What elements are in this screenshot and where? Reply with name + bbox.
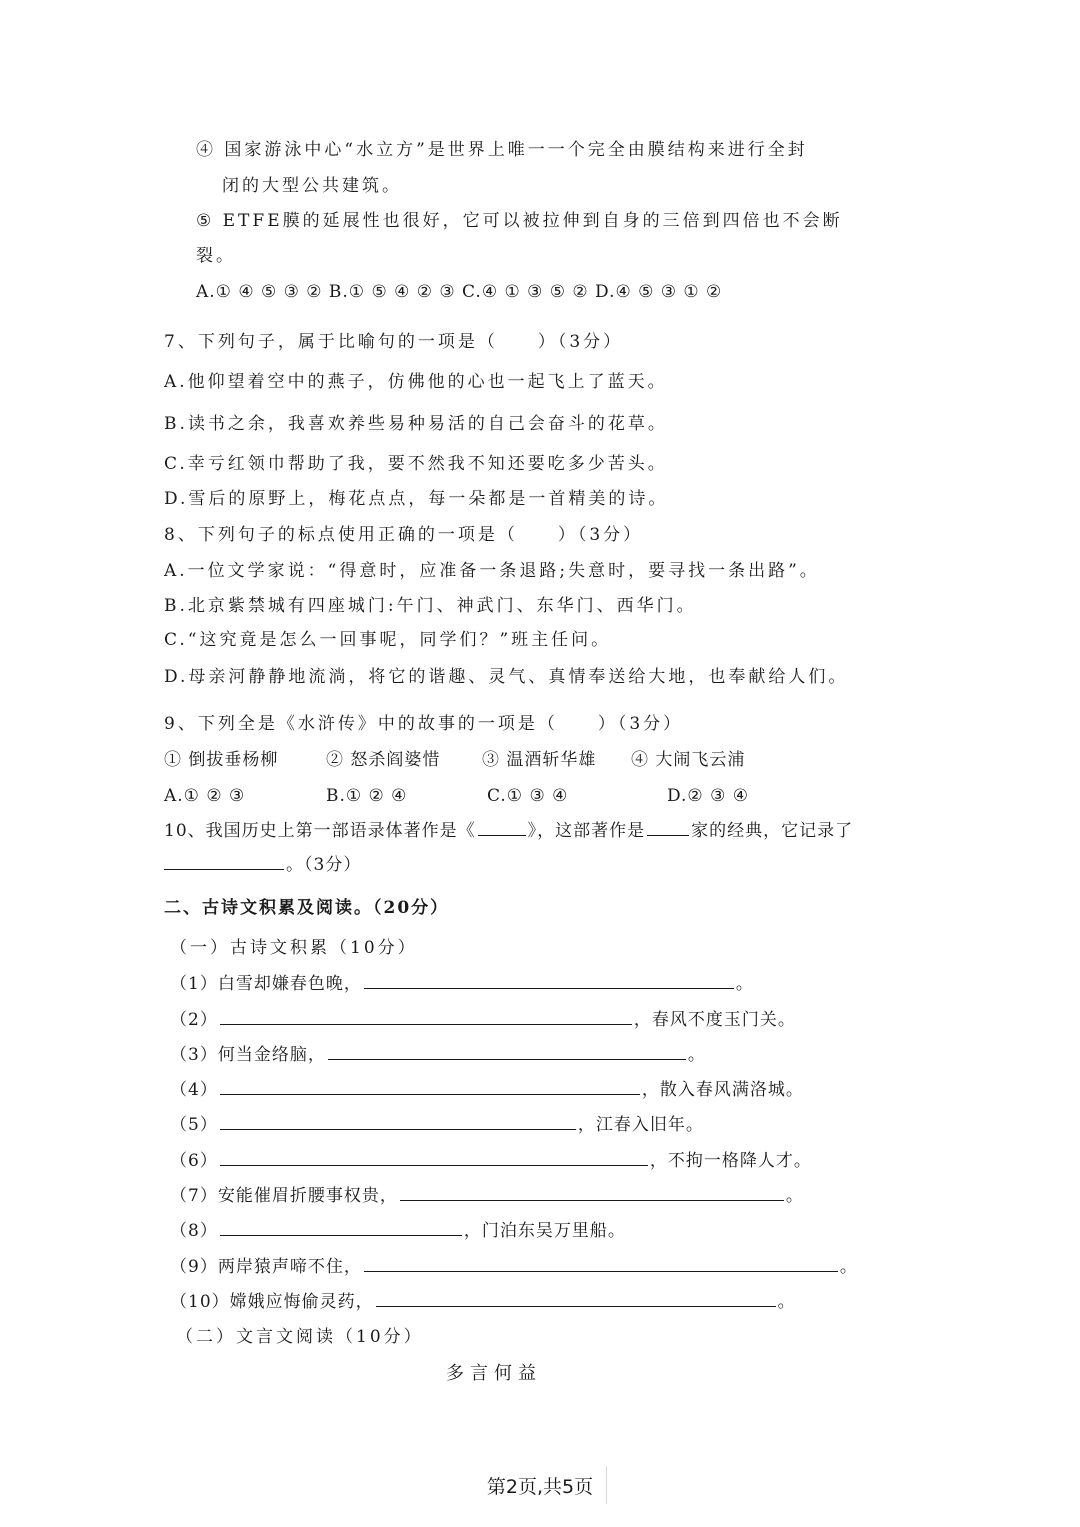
q9-item-1: ① 倒拔垂杨柳 — [164, 750, 279, 770]
q7-option-a: A.他仰望着空中的燕子，仿佛他的心也一起飞上了蓝天。 — [164, 372, 668, 392]
q8-option-c: C.“这究竟是怎么一回事呢，同学们？”班主任问。 — [164, 630, 612, 650]
q7-option-c: C.幸亏红领巾帮助了我，要不然我不知还要吃多少苦头。 — [164, 454, 668, 474]
poem-fill-3 — [170, 1043, 706, 1067]
q7-option-b: B.读书之余，我喜欢养些易种易活的自己会奋斗的花草。 — [164, 414, 668, 434]
poem-7-end: 。 — [785, 1186, 804, 1206]
q6-item5-line2: 裂。 — [196, 246, 236, 266]
poem-8-end: ，门泊东吴万里船。 — [463, 1221, 626, 1241]
poem-10-blank[interactable] — [376, 1290, 776, 1307]
poem-2-blank[interactable] — [220, 1008, 632, 1025]
q7-option-d: D.雪后的原野上，梅花点点，每一朵都是一首精美的诗。 — [164, 489, 669, 509]
section2-sub1: （一）古诗文积累（10分） — [170, 938, 418, 958]
poem-3-blank[interactable] — [328, 1043, 686, 1060]
q8-stem: 8、下列句子的标点使用正确的一项是（ ）（3分） — [164, 525, 644, 545]
q9-item-3: ③ 温酒斩华雄 — [482, 750, 597, 770]
poem-9-prompt: （9）两岸猿声啼不住， — [170, 1257, 362, 1277]
q10-blank-content[interactable] — [164, 853, 284, 870]
poem-4-end: ，散入春风满洛城。 — [641, 1080, 804, 1100]
poem-7-prompt: （7）安能催眉折腰事权贵， — [170, 1186, 398, 1206]
q8-option-b: B.北京紫禁城有四座城门:午门、神武门、东华门、西华门。 — [164, 596, 697, 616]
q6-item5-line1: ⑤ ETFE膜的延展性也很好，它可以被拉伸到自身的三倍到四倍也不会断 — [196, 211, 843, 231]
q6-item4-line1: ④ 国家游泳中心“水立方”是世界上唯一一个完全由膜结构来进行全封 — [196, 140, 808, 160]
poem-6-blank[interactable] — [220, 1149, 648, 1166]
poem-fill-9 — [170, 1255, 858, 1279]
q9-item-2: ② 怒杀阎婆惜 — [326, 750, 441, 770]
poem-5-end: ，江春入旧年。 — [577, 1115, 704, 1135]
poem-5-prompt: （5） — [170, 1115, 218, 1135]
q9-option-a: A.① ② ③ — [164, 786, 246, 806]
poem-4-prompt: （4） — [170, 1080, 218, 1100]
poem-7-blank[interactable] — [400, 1184, 784, 1201]
poem-fill-5 — [170, 1113, 704, 1137]
poem-9-end: 。 — [839, 1257, 858, 1277]
q10-blank-book[interactable] — [478, 819, 526, 836]
q9-option-c: C.① ③ ④ — [487, 786, 569, 806]
poem-3-end: 。 — [687, 1045, 706, 1065]
poem-10-end: 。 — [777, 1292, 796, 1312]
poem-9-blank[interactable] — [364, 1255, 838, 1272]
passage-title: 多言何益 — [446, 1363, 542, 1384]
poem-fill-2 — [170, 1008, 796, 1032]
poem-fill-7 — [170, 1184, 804, 1208]
q7-stem: 7、下列句子，属于比喻句的一项是（ ）（3分） — [164, 332, 624, 352]
q8-option-d: D.母亲河静静地流淌，将它的谐趣、灵气、真情奉送给大地，也奉献给人们。 — [164, 667, 849, 687]
q10-blank-school[interactable] — [647, 819, 689, 836]
poem-4-blank[interactable] — [220, 1078, 640, 1095]
poem-2-end: ，春风不度玉门关。 — [633, 1010, 796, 1030]
page-number: 第2页,共5页 — [486, 1476, 594, 1498]
poem-3-prompt: （3）何当金络脑， — [170, 1045, 326, 1065]
poem-5-blank[interactable] — [220, 1113, 576, 1130]
q6-item4-line2: 闭的大型公共建筑。 — [222, 176, 402, 196]
poem-1-end: 。 — [735, 974, 754, 994]
q10-text-2: 》，这部著作是 — [527, 821, 646, 841]
q10-text-3: 家的经典，它记录了 — [691, 821, 854, 841]
poem-8-prompt: （8） — [170, 1221, 218, 1241]
poem-8-blank[interactable] — [220, 1219, 462, 1236]
q9-option-b: B.① ② ④ — [326, 786, 408, 806]
poem-fill-6 — [170, 1149, 812, 1173]
q10-line1 — [164, 819, 853, 843]
poem-fill-10 — [170, 1290, 796, 1314]
poem-6-prompt: （6） — [170, 1151, 218, 1171]
q10-text-1: 10、我国历史上第一部语录体著作是《 — [164, 821, 476, 841]
section2-sub2: （二）文言文阅读（10分） — [176, 1327, 424, 1347]
poem-fill-8 — [170, 1219, 626, 1243]
poem-fill-4 — [170, 1078, 804, 1102]
q6-options: A.① ④ ⑤ ③ ② B.① ⑤ ④ ② ③ C.④ ① ③ ⑤ ② D.④ ⑤ ③ ① ② — [196, 282, 723, 302]
q9-item-4: ④ 大闹飞云浦 — [631, 750, 746, 770]
q8-option-a: A.一位文学家说：“得意时，应准备一条退路;失意时，要寻找一条出路”。 — [164, 561, 820, 581]
poem-1-blank[interactable] — [364, 972, 734, 989]
q9-option-d: D.② ③ ④ — [667, 786, 749, 806]
q10-line2 — [164, 853, 361, 877]
poem-1-prompt: （1）白雪却嫌春色晚， — [170, 974, 362, 994]
q10-text-4: 。（3分） — [286, 855, 362, 875]
q9-stem: 9、下列全是《水浒传》中的故事的一项是（ ）（3分） — [164, 714, 684, 734]
poem-10-prompt: （10）嫦娥应悔偷灵药， — [170, 1292, 374, 1312]
section2-title: 二、古诗文积累及阅读。（20分） — [164, 898, 450, 918]
poem-2-prompt: （2） — [170, 1010, 218, 1030]
poem-6-end: ，不拘一格降人才。 — [649, 1151, 812, 1171]
poem-fill-1 — [170, 972, 754, 996]
